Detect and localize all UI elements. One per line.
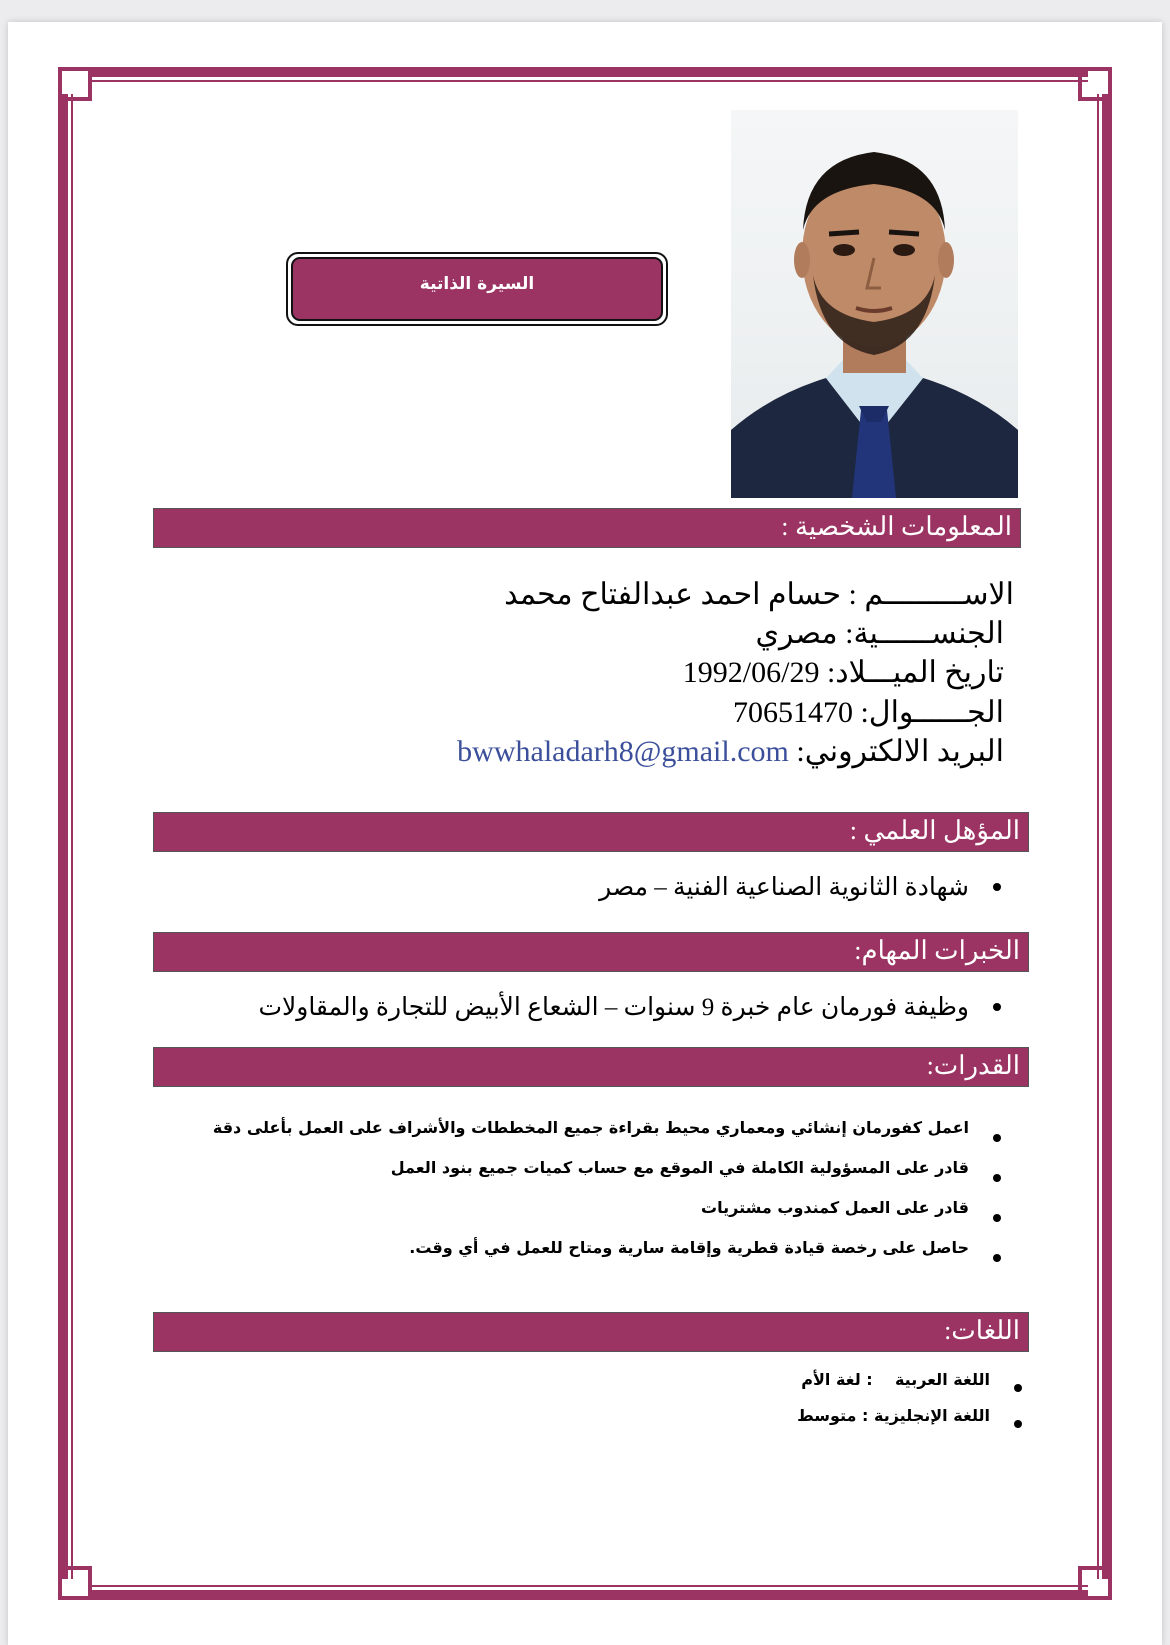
- profile-photo-illustration: [731, 110, 1018, 498]
- list-item: وظيفة فورمان عام خبرة 9 سنوات – الشعاع الأبيض للتجارة والمقاولات: [258, 994, 969, 1021]
- experience-list: [258, 992, 969, 1022]
- name-label: الاســـــــــم :: [848, 578, 1014, 611]
- list-item: اللغة العربية : لغة الأم: [797, 1370, 990, 1406]
- nationality-row: [756, 616, 1005, 651]
- section-heading-experience: الخبرات المهام:: [153, 932, 1029, 972]
- frame-top-line: [88, 80, 1088, 82]
- list-item: قادر على المسؤولية الكاملة في الموقع مع حساب كميات جميع بنود العمل: [213, 1158, 969, 1198]
- list-item: قادر على العمل كمندوب مشتريات: [213, 1198, 969, 1238]
- section-heading-languages: اللغات:: [153, 1312, 1029, 1352]
- document-page: [8, 22, 1162, 1645]
- nationality-label: الجنســــــية:: [845, 617, 1004, 650]
- cv-title-box: [286, 252, 668, 326]
- section-heading-skills: القدرات:: [153, 1047, 1029, 1087]
- list-item: شهادة الثانوية الصناعية الفنية – مصر: [599, 874, 969, 901]
- phone-row: [733, 695, 1004, 730]
- phone-value: 70651470: [732, 696, 853, 729]
- list-item: حاصل على رخصة قيادة قطرية وإقامة سارية ومتاح للعمل في أي وقت.: [213, 1238, 969, 1278]
- skills-list: [213, 1118, 969, 1278]
- phone-label: الجــــــوال:: [860, 696, 1004, 729]
- languages-list: [797, 1370, 990, 1442]
- frame-corner-bottom-right: [1078, 1566, 1112, 1600]
- dob-row: [683, 655, 1004, 690]
- name-row: [504, 577, 1014, 612]
- profile-photo: [731, 110, 1018, 498]
- name-value: حسام احمد عبدالفتاح محمد: [504, 578, 842, 611]
- frame-corner-top-right: [1078, 67, 1112, 101]
- cv-title: السيرة الذاتية: [291, 257, 663, 321]
- frame-corner-top-left: [58, 67, 92, 101]
- education-list: [599, 872, 969, 902]
- frame-right-line: [1097, 94, 1099, 1579]
- frame-left-line: [71, 94, 73, 1579]
- frame-left-bar: [58, 94, 68, 1579]
- frame-bottom-line: [88, 1585, 1088, 1587]
- dob-label: تاريخ الميـــلاد:: [826, 656, 1004, 689]
- email-link[interactable]: bwwhaladarh8@gmail.com: [457, 735, 789, 768]
- email-label: البريد الالكتروني:: [796, 735, 1004, 768]
- list-item: اللغة الإنجليزية : متوسط: [797, 1406, 990, 1442]
- frame-top-bar: [88, 67, 1088, 77]
- frame-corner-bottom-left: [58, 1566, 92, 1600]
- list-item: اعمل كفورمان إنشائي ومعماري محيط بقراءة جميع المخططات والأشراف على العمل بأعلى دقة: [213, 1118, 969, 1158]
- section-heading-personal: المعلومات الشخصية :: [153, 508, 1021, 548]
- section-heading-education: المؤهل العلمي :: [153, 812, 1029, 852]
- dob-value: 1992/06/29: [682, 656, 820, 689]
- frame-right-bar: [1102, 94, 1112, 1579]
- nationality-value: مصري: [755, 617, 838, 650]
- email-row: [457, 734, 1004, 769]
- frame-bottom-bar: [88, 1590, 1088, 1600]
